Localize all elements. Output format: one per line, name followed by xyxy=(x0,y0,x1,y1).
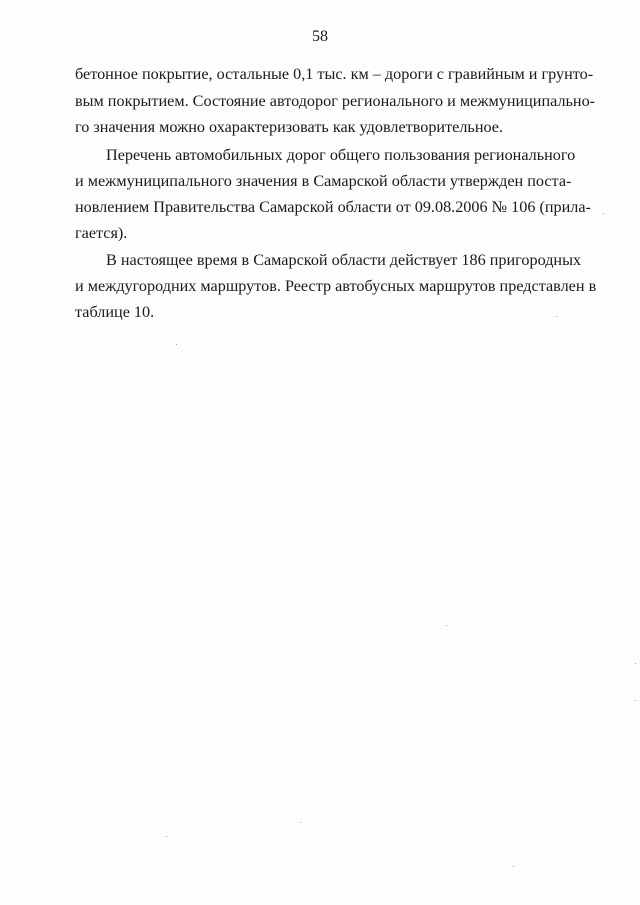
paragraph-line: гается). xyxy=(75,224,128,242)
paragraph-line: вым покрытием. Состояние автодорог регионального и межмуниципально- xyxy=(75,92,596,110)
paragraph-line: В настоящее время в Самарской области действует 186 пригородных xyxy=(106,251,582,269)
scan-speck xyxy=(635,700,636,701)
scan-speck xyxy=(176,344,177,345)
paragraph-line: и межмуниципального значения в Самарской области утвержден поста- xyxy=(75,172,572,190)
paragraph-line: го значения можно охарактеризовать как удовлетворительное. xyxy=(75,118,504,136)
scan-speck xyxy=(603,213,604,214)
paragraph-line: Перечень автомобильных дорог общего пользования регионального xyxy=(106,146,576,164)
paragraph-line: и междугородних маршрутов. Реестр автобусных маршрутов представлен в xyxy=(75,277,597,295)
scan-speck xyxy=(300,822,301,823)
page-number: 58 xyxy=(312,28,328,45)
scan-speck xyxy=(556,316,557,317)
scan-speck xyxy=(635,663,636,664)
scan-speck xyxy=(513,866,514,867)
paragraph-line: таблице 10. xyxy=(75,303,155,321)
scan-speck xyxy=(166,836,167,837)
paragraph-line: бетонное покрытие, остальные 0,1 тыс. км – дороги с гравийным и грунто- xyxy=(75,65,594,83)
paragraph-line: новлением Правительства Самарской области от 09.08.2006 № 106 (прила- xyxy=(75,198,591,216)
scan-speck xyxy=(446,625,447,626)
